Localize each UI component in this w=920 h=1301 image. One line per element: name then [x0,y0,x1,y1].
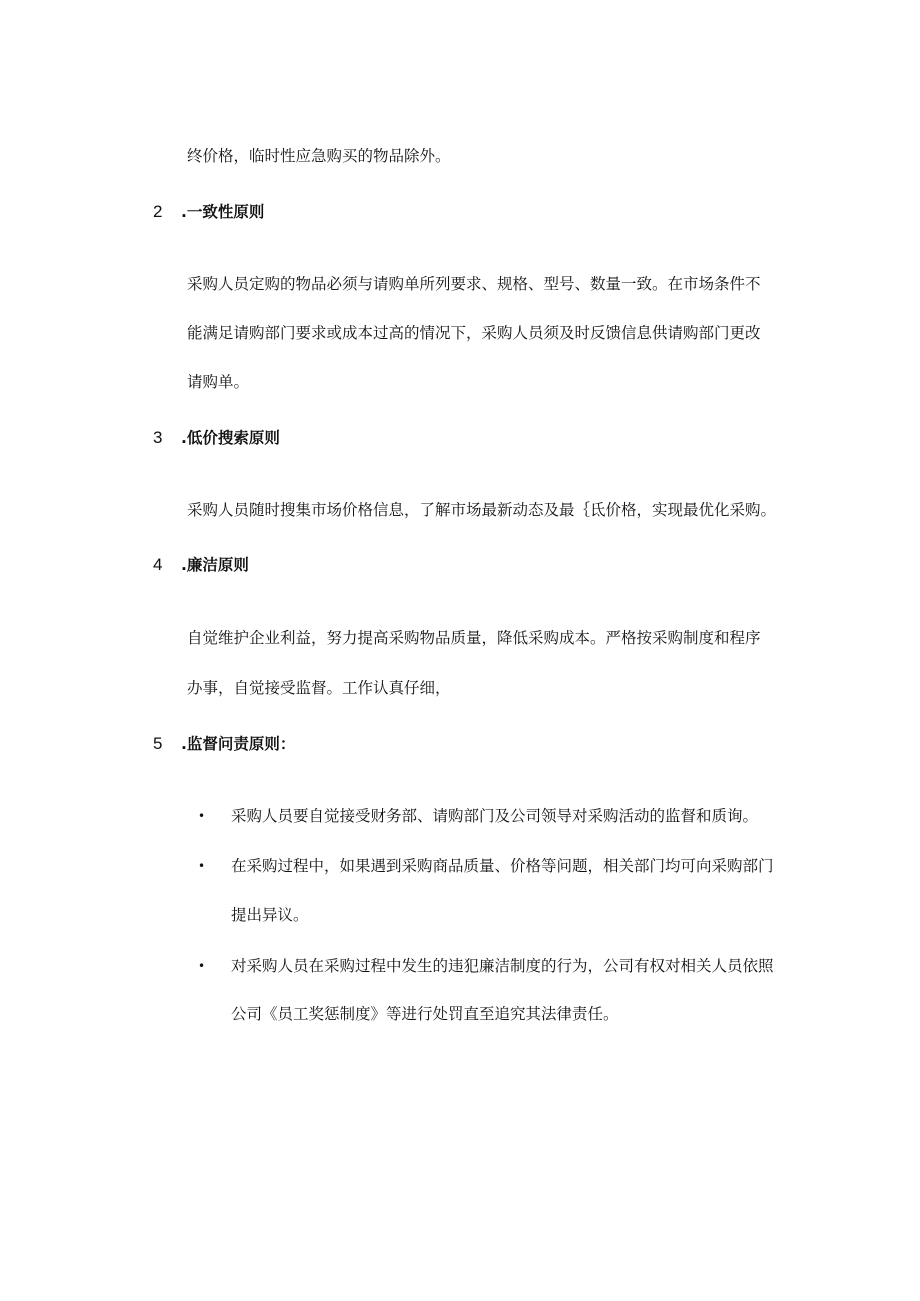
paragraph-line: 采购人员随时搜集市场价格信息，了解市场最新动态及最｛氐价格，实现最优化采购。 [187,501,777,519]
intro-text-line: 终价格，临时性应急购买的物品除外。 [187,147,451,165]
section-heading-3 [153,428,280,448]
section-heading-2 [153,202,264,222]
bullet-line: 在采购过程中，如果遇到采购商品质量、价格等问题，相关部门均可向采购部门 [231,857,774,875]
section-number: 5 [153,734,163,753]
bullet-line: 公司《员工奖惩制度》等进行处罚直至追究其法律责任。 [231,1005,619,1023]
section-title: .廉洁原则 [181,556,249,574]
section-number: 4 [153,555,163,574]
section-title: .监督问责原则： [181,735,296,753]
section-number: 2 [153,202,163,221]
paragraph-line: 能满足请购部门要求或成本过高的情况下，采购人员须及时反馈信息供请购部门更改 [187,324,761,342]
section-title: .低价搜索原则 [181,429,280,447]
paragraph-line: 采购人员定购的物品必须与请购单所列要求、规格、型号、数量一致。在市场条件不 [187,275,761,293]
paragraph-line: 自觉维护企业利益，努力提高采购物品质量，降低采购成本。严格按采购制度和程序 [187,629,761,647]
paragraph-line: 请购单。 [187,373,250,391]
bullet-line: 提出异议。 [231,906,309,924]
bullet-dot: • [198,959,206,973]
section-number: 3 [153,428,163,447]
bullet-line: 对采购人员在采购过程中发生的违犯廉洁制度的行为，公司有权对相关人员依照 [231,957,774,975]
section-title: .一致性原则 [181,203,265,221]
paragraph-line: 办事，自觉接受监督。工作认真仔细， [187,679,451,697]
bullet-dot: • [198,859,206,873]
bullet-dot: • [198,809,206,823]
section-heading-5 [153,734,295,754]
bullet-line: 采购人员要自觉接受财务部、请购部门及公司领导对采购活动的监督和质询。 [231,807,759,825]
section-heading-4 [153,555,249,575]
